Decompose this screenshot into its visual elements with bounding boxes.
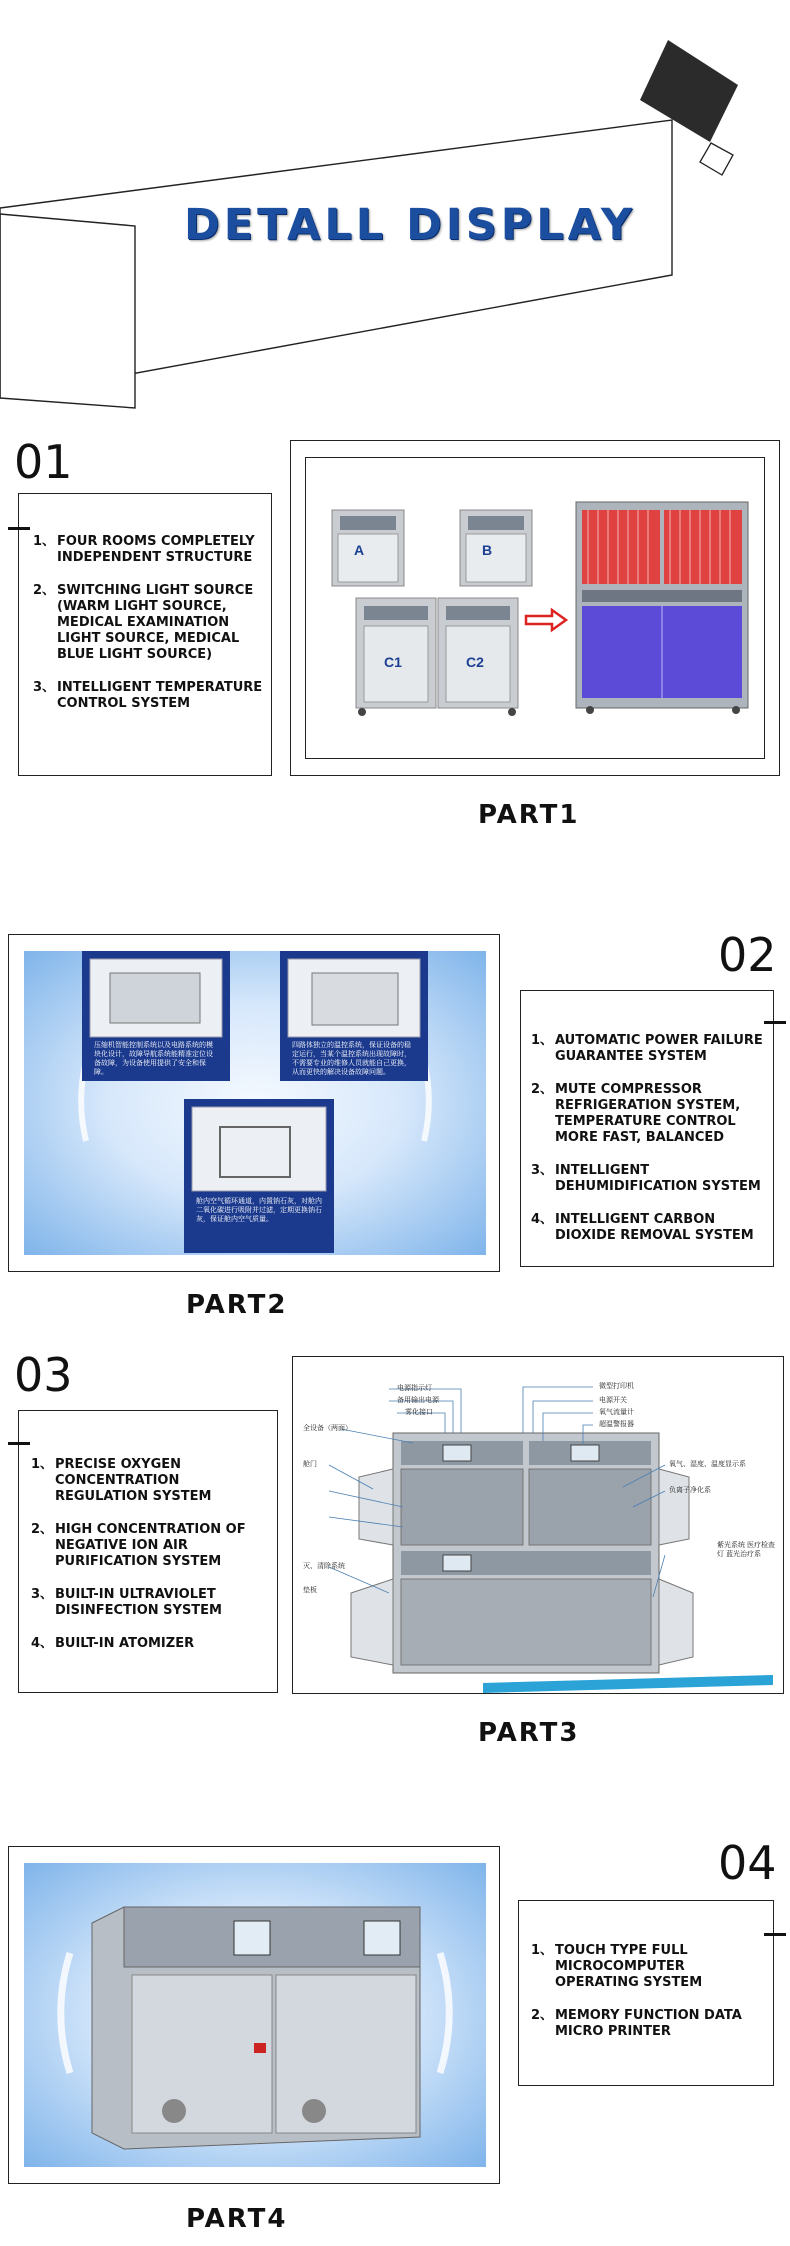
- feature-item: 2、 MUTE COMPRESSOR REFRIGERATION SYSTEM, TEMPERATURE CONTROL MORE FAST, BALANCED: [531, 1082, 741, 1145]
- part2-image: [24, 951, 486, 1255]
- callout-label: 氧气、湿度、温度显示系: [669, 1461, 746, 1468]
- part-label-2: PART2: [186, 1290, 288, 1320]
- incubator-diagram: [306, 458, 766, 760]
- chamber-label-c2: C2: [466, 654, 484, 670]
- callout-label: 氧气流量计: [599, 1409, 634, 1416]
- callout-label: 超温警报器: [599, 1421, 634, 1428]
- callout-label: 雾化接口: [405, 1409, 433, 1416]
- chamber-label-c1: C1: [384, 654, 402, 670]
- section-number-04: 04: [718, 1836, 777, 1890]
- section-number-01: 01: [14, 435, 73, 489]
- callout-label: 紫光系统 医疗检查灯 蓝光治疗系: [717, 1542, 775, 1558]
- callout-label: 备用输出电源: [397, 1397, 439, 1404]
- box-tick: [8, 527, 30, 530]
- part2-image-frame: [8, 934, 500, 1272]
- feature-item: 3、 BUILT-IN ULTRAVIOLET DISINFECTION SYSTEM: [31, 1587, 222, 1618]
- chamber-label-a: A: [354, 542, 365, 558]
- part4-image: [24, 1863, 486, 2167]
- feature-item: 2、 SWITCHING LIGHT SOURCE (WARM LIGHT SOURCE, MEDICAL EXAMINATION LIGHT SOURCE, MEDICAL BLUE LIGHT SOURCE): [33, 583, 254, 662]
- box-tick: [8, 1442, 30, 1445]
- section-number-03: 03: [14, 1348, 73, 1402]
- feature-item: 1、 TOUCH TYPE FULL MICROCOMPUTER OPERATING SYSTEM: [531, 1943, 703, 1990]
- feature-box-04: [518, 1900, 774, 2086]
- feature-item: 3、 INTELLIGENT DEHUMIDIFICATION SYSTEM: [531, 1163, 761, 1194]
- feature-item: 1、 PRECISE OXYGEN CONCENTRATION REGULATION SYSTEM: [31, 1457, 212, 1504]
- box-tick: [764, 1933, 786, 1936]
- caption-2: 四路体独立的温控系统，保证设备的稳定运行，当某个温控系统出现故障时，不需要专业的维修人员就能自己更换，从而更快的解决设备故障问题。: [292, 1042, 411, 1076]
- feature-item: 2、 HIGH CONCENTRATION OF NEGATIVE ION AIR PURIFICATION SYSTEM: [31, 1522, 246, 1569]
- part-label-1: PART1: [478, 800, 580, 830]
- feature-box-01: [18, 493, 272, 776]
- caption-1: 压缩机智能控制系统以及电路系统的模块化设计，故障导航系统能精准定位设备故障，为设备使用提供了安全和保障。: [94, 1042, 213, 1076]
- feature-item: 4、 BUILT-IN ATOMIZER: [31, 1636, 195, 1651]
- callout-label: 垫板: [303, 1587, 317, 1594]
- callout-label: 全设备（两面）: [303, 1425, 352, 1432]
- part4-image-frame: [8, 1846, 500, 2184]
- feature-item: 2、 MEMORY FUNCTION DATA MICRO PRINTER: [531, 2008, 742, 2039]
- feature-item: 1、 FOUR ROOMS COMPLETELY INDEPENDENT STRUCTURE: [33, 534, 255, 565]
- callout-label: 灭、清除系统: [303, 1563, 345, 1570]
- callout-label: 微型打印机: [599, 1383, 634, 1390]
- part-label-3: PART3: [478, 1718, 580, 1748]
- feature-item: 1、 AUTOMATIC POWER FAILURE GUARANTEE SYSTEM: [531, 1033, 763, 1064]
- part1-image-frame: [290, 440, 780, 776]
- callout-label: 电源开关: [599, 1397, 627, 1404]
- part3-image-frame: [292, 1356, 784, 1694]
- feature-box-02: [520, 990, 774, 1267]
- caption-3: 舱内空气循环通道，内置钠石灰，对舱内二氧化碳进行吸附并过滤，定期更换钠石灰，保证舱内空气质量。: [196, 1198, 322, 1223]
- feature-item: 4、 INTELLIGENT CARBON DIOXIDE REMOVAL SYSTEM: [531, 1212, 754, 1243]
- part1-image: [305, 457, 765, 759]
- callout-label: 电源指示灯: [397, 1385, 432, 1392]
- cabinet-callout-diagram: [293, 1357, 783, 1693]
- feature-box-03: [18, 1410, 278, 1693]
- page-title: DETALL DISPLAY: [184, 200, 636, 250]
- part-label-4: PART4: [186, 2204, 288, 2234]
- feature-item: 3、 INTELLIGENT TEMPERATURE CONTROL SYSTEM: [33, 680, 263, 711]
- section-number-02: 02: [718, 928, 777, 982]
- chamber-label-b: B: [482, 542, 493, 558]
- callout-label: 负离子净化系: [669, 1487, 711, 1494]
- box-tick: [764, 1021, 786, 1024]
- callout-label: 舱门: [303, 1461, 317, 1468]
